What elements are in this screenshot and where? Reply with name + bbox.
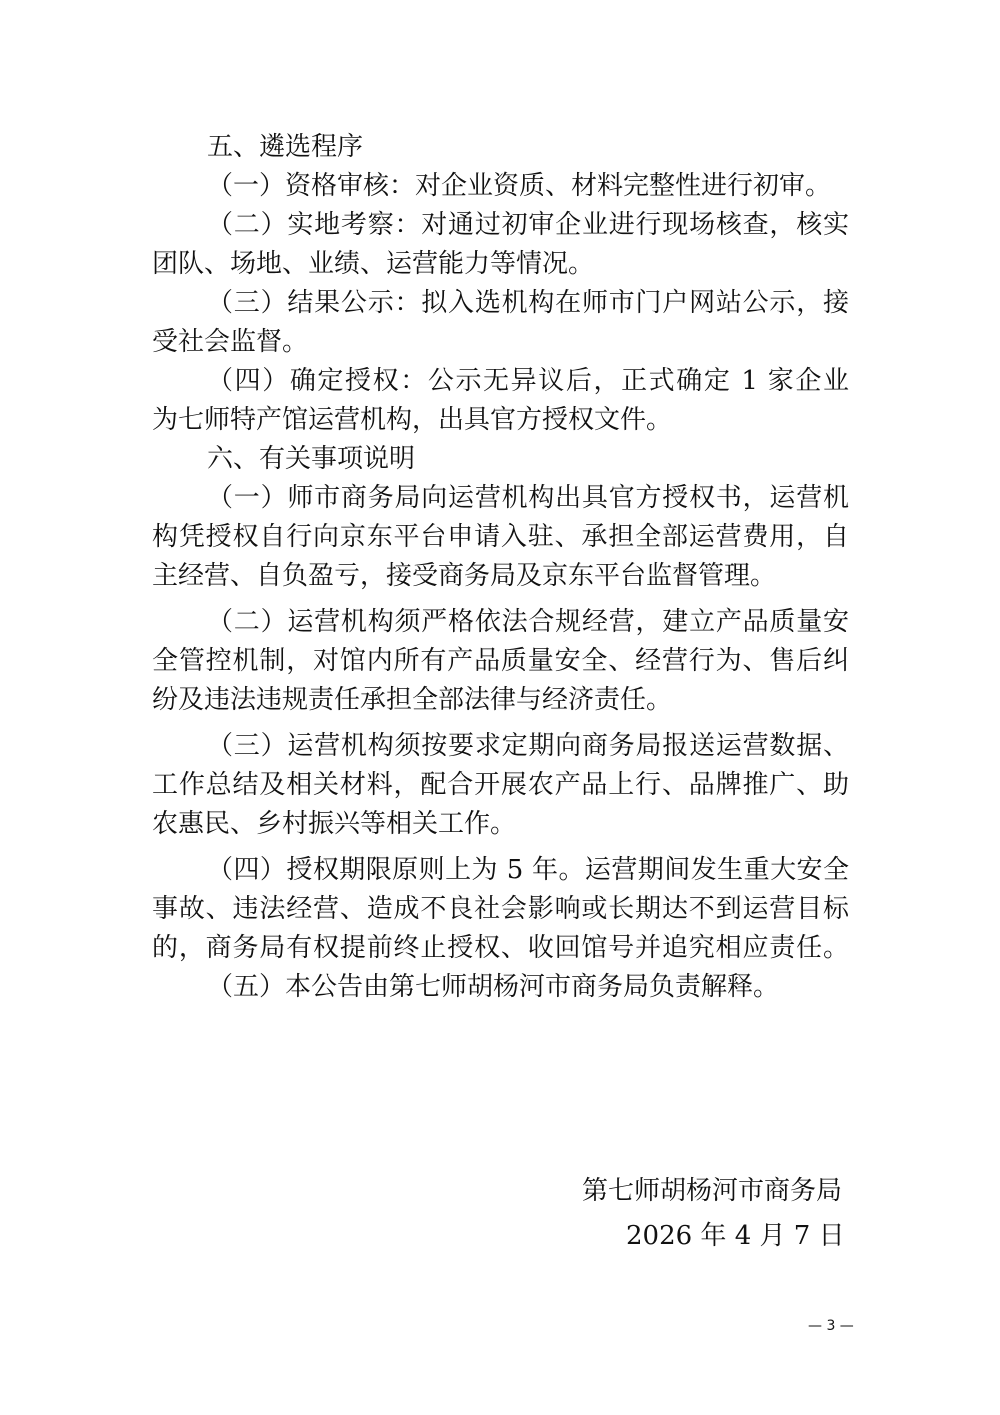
paragraph-line: （四）确定授权：公示无异议后，正式确定 1 家企业 <box>207 366 849 396</box>
paragraph-line: （三）运营机构须按要求定期向商务局报送运营数据、 <box>207 731 849 761</box>
paragraph-line: 农惠民、乡村振兴等相关工作。 <box>152 809 517 839</box>
paragraph-line: （五）本公告由第七师胡杨河市商务局负责解释。 <box>207 972 780 1002</box>
paragraph-line: 工作总结及相关材料，配合开展农产品上行、品牌推广、助 <box>152 770 849 800</box>
paragraph-line: 构凭授权自行向京东平台申请入驻、承担全部运营费用，自 <box>152 522 849 552</box>
section-heading: 六、有关事项说明 <box>207 444 416 474</box>
paragraph-line: （三）结果公示：拟入选机构在师市门户网站公示，接 <box>207 288 849 318</box>
paragraph-line: （一）师市商务局向运营机构出具官方授权书，运营机 <box>207 483 849 513</box>
paragraph-line: 受社会监督。 <box>152 327 309 357</box>
paragraph-line: （四）授权期限原则上为 5 年。运营期间发生重大安全 <box>207 855 849 885</box>
paragraph-line: （二）运营机构须严格依法合规经营，建立产品质量安 <box>207 607 849 637</box>
signature-org: 第七师胡杨河市商务局 <box>582 1176 843 1206</box>
paragraph-line: 全管控机制，对馆内所有产品质量安全、经营行为、售后纠 <box>152 646 849 676</box>
paragraph-line: 主经营、自负盈亏，接受商务局及京东平台监督管理。 <box>152 561 777 591</box>
paragraph-line: 事故、违法经营、造成不良社会影响或长期达不到运营目标 <box>152 894 849 924</box>
paragraph-line: 为七师特产馆运营机构，出具官方授权文件。 <box>152 405 673 435</box>
paragraph-line: 纷及违法违规责任承担全部法律与经济责任。 <box>152 685 673 715</box>
paragraph-line: 的，商务局有权提前终止授权、收回馆号并追究相应责任。 <box>152 933 849 963</box>
signature-date: 2026 年 4 月 7 日 <box>626 1221 845 1251</box>
page-number: — 3 — <box>808 1318 854 1334</box>
section-heading: 五、遴选程序 <box>207 132 364 162</box>
paragraph-line: （二）实地考察：对通过初审企业进行现场核查，核实 <box>207 210 849 240</box>
paragraph-line: （一）资格审核：对企业资质、材料完整性进行初审。 <box>207 171 832 201</box>
paragraph-line: 团队、场地、业绩、运营能力等情况。 <box>152 249 595 279</box>
